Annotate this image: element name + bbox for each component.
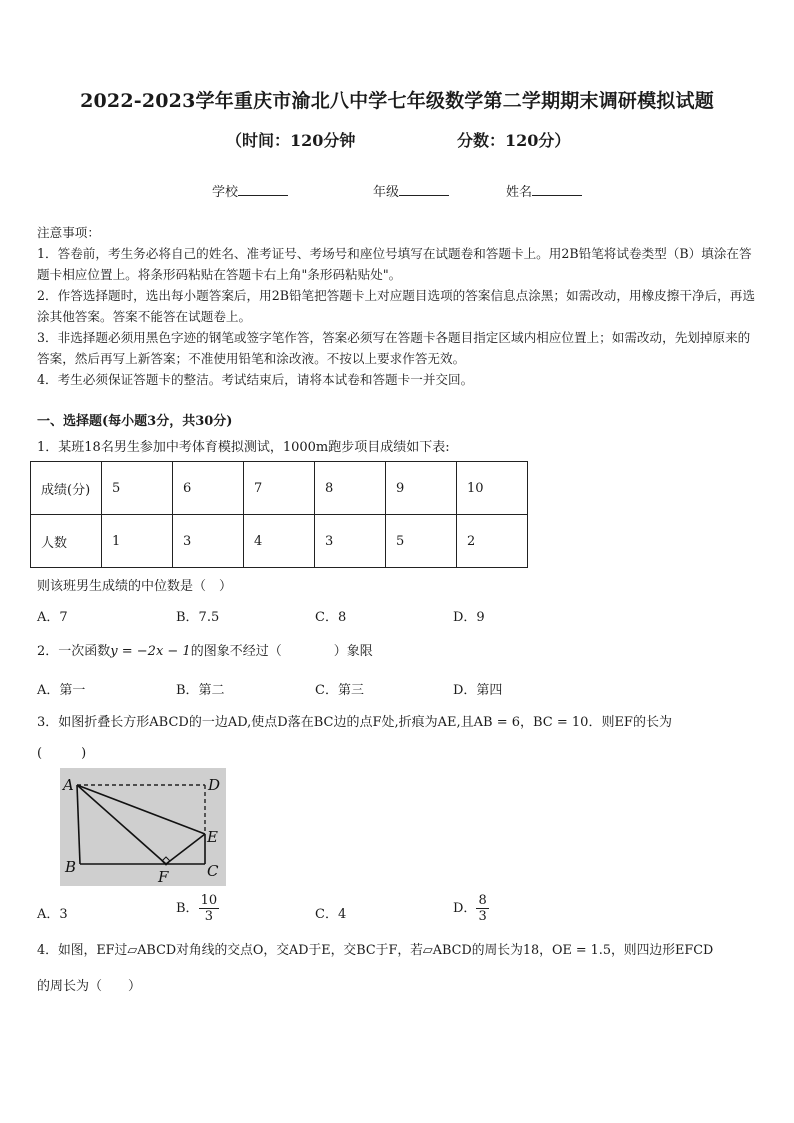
name-label: 姓名	[506, 185, 533, 200]
fold-ae	[77, 785, 205, 834]
table-cell: 3	[173, 515, 244, 568]
q4-line1: 4．如图，EF过▱ABCD对角线的交点O，交AD于E，交BC于F，若▱ABCD的周长为18，OE = 1.5，则四边形EFCD	[37, 943, 714, 958]
grade-label: 年级	[373, 185, 400, 200]
q3-option-b-fraction	[199, 893, 220, 924]
q1-option-b: B．7.5	[176, 610, 220, 625]
q3-paren: ( )	[37, 746, 87, 761]
table-row	[31, 462, 528, 515]
name-blank	[532, 182, 582, 196]
q3-option-d	[453, 893, 489, 924]
table-cell: 1	[102, 515, 173, 568]
table-cell: 4	[244, 515, 315, 568]
q1-option-a: A．7	[37, 610, 68, 625]
notes-block	[37, 222, 759, 390]
table-cell: 3	[315, 515, 386, 568]
label-b: B	[65, 858, 77, 876]
note-item: 4．考生必须保证答题卡的整洁。考试结束后，请将本试卷和答题卡一并交回。	[37, 372, 474, 387]
notes-heading: 注意事项：	[37, 225, 100, 240]
q3-option-d-prefix: D．	[453, 901, 477, 916]
q3-stem: 3．如图折叠长方形ABCD的一边AD,使点D落在BC边的点F处,折痕为AE,且AB = 6，BC = 10．则EF的长为	[37, 715, 672, 730]
label-d: D	[208, 776, 221, 794]
q2-stem-after: 的图象不经过（ ）象限	[190, 644, 373, 659]
note-item: 3．非选择题必须用黑色字迹的钢笔或签字笔作答，答案必须写在答题卡各题目指定区域内相应位置上；如需改动，先划掉原来的答案，然后再写上新答案；不准使用铅笔和涂改液。不按以上要求作答无效。	[37, 330, 751, 366]
label-f: F	[158, 868, 169, 886]
q1-question: 则该班男生成绩的中位数是（ ）	[37, 579, 233, 594]
table-row	[31, 515, 528, 568]
school-label: 学校	[212, 185, 239, 200]
table-cell: 2	[457, 515, 528, 568]
table-cell: 7	[244, 462, 315, 515]
q1-stem: 1．某班18名男生参加中考体育模拟测试，1000m跑步项目成绩如下表:	[37, 440, 450, 455]
label-a: A	[63, 776, 74, 794]
page-title: 2022-2023学年重庆市渝北八中学七年级数学第二学期期末调研模拟试题	[80, 90, 714, 112]
q3-option-b	[176, 893, 219, 924]
q2-stem	[37, 640, 373, 659]
fraction-numerator: 8	[478, 893, 487, 908]
fraction-denominator: 3	[204, 909, 213, 924]
q2-option-d: D．第四	[453, 683, 503, 698]
table-cell: 9	[386, 462, 457, 515]
q2-stem-before: 2．一次函数	[37, 644, 111, 659]
label-e: E	[207, 828, 218, 846]
q2-formula: y = −2x − 1	[110, 644, 191, 659]
fraction-numerator: 10	[200, 893, 218, 908]
table-cell: 5	[386, 515, 457, 568]
side-ab	[77, 785, 80, 864]
grade-blank	[399, 182, 449, 196]
q1-option-d: D．9	[453, 610, 485, 625]
q1-option-c: C．8	[315, 610, 347, 625]
school-blank	[238, 182, 288, 196]
q2-option-b: B．第二	[176, 683, 225, 698]
segment-af	[77, 785, 166, 864]
q3-option-d-fraction	[476, 893, 488, 924]
school-field	[212, 181, 288, 200]
q3-figure	[60, 768, 226, 886]
rectangle-fold-diagram	[60, 768, 226, 886]
q2-option-c: C．第三	[315, 683, 364, 698]
table-cell: 5	[102, 462, 173, 515]
table-cell: 8	[315, 462, 386, 515]
score-table	[30, 461, 528, 568]
q2-option-a: A．第一	[37, 683, 86, 698]
section-heading: 一、选择题(每小题3分，共30分)	[37, 414, 233, 429]
q3-option-c: C．4	[315, 907, 347, 922]
segment-fe	[166, 834, 205, 864]
fraction-denominator: 3	[478, 909, 487, 924]
table-cell: 成绩(分)	[31, 462, 102, 515]
q3-option-a: A．3	[37, 907, 68, 922]
label-c: C	[207, 862, 219, 880]
note-item: 2．作答选择题时，选出每小题答案后，用2B铅笔把答题卡上对应题目选项的答案信息点涂黑；如需改动，用橡皮擦干净后，再选涂其他答案。答案不能答在试题卷上。	[37, 288, 755, 324]
q3-option-b-prefix: B．	[176, 901, 199, 916]
exam-time: （时间：120分钟	[226, 131, 356, 150]
table-cell: 6	[173, 462, 244, 515]
table-cell: 10	[457, 462, 528, 515]
note-item: 1．答卷前，考生务必将自己的姓名、准考证号、考场号和座位号填写在试题卷和答题卡上。用2B铅笔将试卷类型（B）填涂在答题卡相应位置上。将条形码粘贴在答题卡右上角"条形码粘贴处"。	[37, 246, 752, 282]
name-field	[506, 181, 582, 200]
table-cell: 人数	[31, 515, 102, 568]
q4-line2: 的周长为（ ）	[37, 979, 142, 994]
exam-score: 分数：120分）	[457, 131, 571, 150]
grade-field	[373, 181, 449, 200]
